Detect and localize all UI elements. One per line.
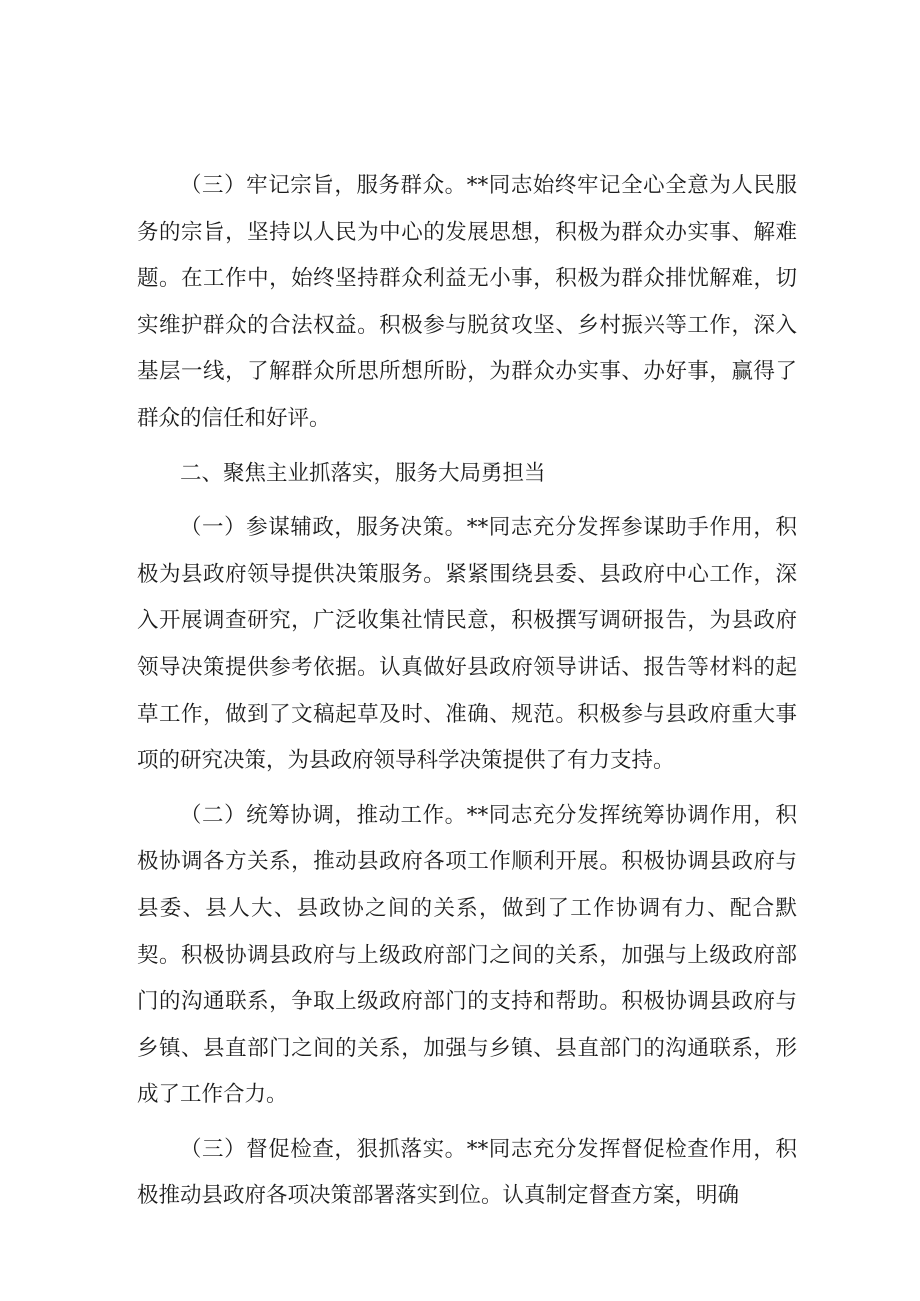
- document-body: [137, 163, 797, 1220]
- paragraph-supervise-implement: （三）督促检查，狠抓落实。**同志充分发挥督促检查作用，积极推动县政府各项决策部署落实到位。认真制定督查方案，明确: [137, 1136, 797, 1209]
- paragraph-coordinate-work: （二）统筹协调，推动工作。**同志充分发挥统筹协调作用，积极协调各方关系，推动县政府各项工作顺利开展。积极协调县政府与县委、县人大、县政协之间的关系，做到了工作协调有力、配合默契。积极协调县政府与上级政府部门之间的关系，加强与上级政府部门的沟通联系，争取上级政府部门的支持和帮助。积极协调县政府与乡镇、县直部门之间的关系，加强与乡镇、县直部门的沟通联系，形成了工作合力。: [137, 802, 797, 1108]
- paragraph-advise-decision: （一）参谋辅政，服务决策。**同志充分发挥参谋助手作用，积极为县政府领导提供决策服务。紧紧围绕县委、县政府中心工作，深入开展调查研究，广泛收集社情民意，积极撰写调研报告，为县政府领导决策提供参考依据。认真做好县政府领导讲话、报告等材料的起草工作，做到了文稿起草及时、准确、规范。积极参与县政府重大事项的研究决策，为县政府领导科学决策提供了有力支持。: [137, 515, 797, 774]
- section-heading-two: 二、聚焦主业抓落实，服务大局勇担当: [180, 460, 546, 486]
- paragraph-serve-masses: （三）牢记宗旨，服务群众。**同志始终牢记全心全意为人民服务的宗旨，坚持以人民为中心的发展思想，积极为群众办实事、解难题。在工作中，始终坚持群众利益无小事，积极为群众排忧解难，切实维护群众的合法权益。积极参与脱贫攻坚、乡村振兴等工作，深入基层一线，了解群众所思所想所盼，为群众办实事、办好事，赢得了群众的信任和好评。: [137, 173, 797, 431]
